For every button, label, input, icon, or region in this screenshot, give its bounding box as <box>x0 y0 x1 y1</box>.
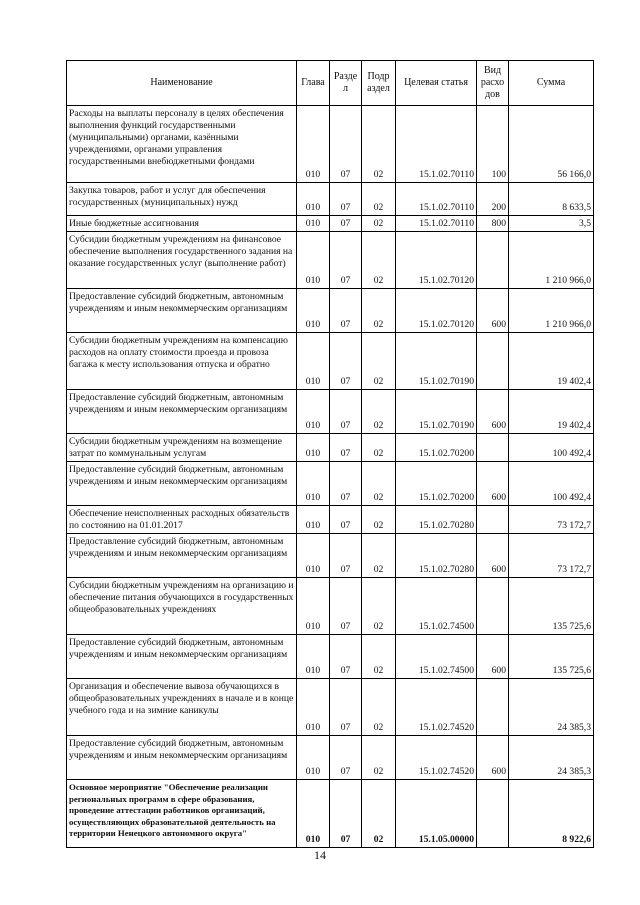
cell-glava: 010 <box>297 506 330 534</box>
table-row <box>67 390 594 434</box>
cell-razdel: 07 <box>330 462 362 506</box>
table-row <box>67 506 594 534</box>
cell-podrazdel: 02 <box>362 289 396 333</box>
cell-name: Предоставление субсидий бюджетным, автономным учреждениям и иным некоммерческим организациям <box>67 534 297 578</box>
cell-glava: 010 <box>297 578 330 635</box>
cell-summa: 135 725,6 <box>509 578 594 635</box>
cell-statya: 15.1.02.70200 <box>396 462 477 506</box>
cell-statya: 15.1.02.70120 <box>396 289 477 333</box>
cell-podrazdel: 02 <box>362 780 396 848</box>
table-row <box>67 679 594 736</box>
cell-name: Субсидии бюджетным учреждениям на финансовое обеспечение выполнения государственного задания на оказание государственных услуг (выполнение работ) <box>67 232 297 289</box>
cell-podrazdel: 02 <box>362 333 396 390</box>
table-row <box>67 434 594 462</box>
cell-podrazdel: 02 <box>362 506 396 534</box>
cell-glava: 010 <box>297 216 330 232</box>
cell-name: Предоставление субсидий бюджетным, автономным учреждениям и иным некоммерческим организациям <box>67 462 297 506</box>
cell-razdel: 07 <box>330 289 362 333</box>
cell-statya: 15.1.02.70190 <box>396 390 477 434</box>
cell-vid: 600 <box>477 462 509 506</box>
cell-razdel: 07 <box>330 780 362 848</box>
header-podrazdel: Подр аздел <box>362 61 396 106</box>
cell-glava: 010 <box>297 289 330 333</box>
cell-name: Предоставление субсидий бюджетным, автономным учреждениям и иным некоммерческим организациям <box>67 390 297 434</box>
cell-summa: 19 402,4 <box>509 390 594 434</box>
cell-podrazdel: 02 <box>362 578 396 635</box>
cell-vid: 600 <box>477 736 509 780</box>
cell-summa: 24 385,3 <box>509 736 594 780</box>
cell-summa: 135 725,6 <box>509 635 594 679</box>
cell-summa: 73 172,7 <box>509 506 594 534</box>
cell-razdel: 07 <box>330 183 362 216</box>
cell-name: Предоставление субсидий бюджетным, автономным учреждениям и иным некоммерческим организациям <box>67 635 297 679</box>
table-row <box>67 578 594 635</box>
header-vid: Вид расхо дов <box>477 61 509 106</box>
cell-summa: 100 492,4 <box>509 434 594 462</box>
cell-razdel: 07 <box>330 390 362 434</box>
cell-statya: 15.1.02.70110 <box>396 183 477 216</box>
cell-vid <box>477 679 509 736</box>
table-row <box>67 333 594 390</box>
page-number: 14 <box>314 848 326 862</box>
cell-vid <box>477 780 509 848</box>
cell-podrazdel: 02 <box>362 390 396 434</box>
cell-summa: 24 385,3 <box>509 679 594 736</box>
cell-name: Субсидии бюджетным учреждениям на компенсацию расходов на оплату стоимости проезда и провоза багажа к месту использования отпуска и обратно <box>67 333 297 390</box>
cell-podrazdel: 02 <box>362 106 396 183</box>
cell-summa: 73 172,7 <box>509 534 594 578</box>
cell-name: Организация и обеспечение вывоза обучающихся в общеобразовательных учреждениях в начале и в конце учебного года и на зимние каникулы <box>67 679 297 736</box>
cell-name: Предоставление субсидий бюджетным, автономным учреждениям и иным некоммерческим организациям <box>67 289 297 333</box>
table-row <box>67 780 594 848</box>
cell-statya: 15.1.02.70280 <box>396 506 477 534</box>
cell-razdel: 07 <box>330 534 362 578</box>
header-row <box>67 61 594 106</box>
cell-statya: 15.1.02.74500 <box>396 578 477 635</box>
header-glava: Глава <box>297 61 330 106</box>
cell-summa: 3,5 <box>509 216 594 232</box>
cell-vid: 600 <box>477 390 509 434</box>
table-row <box>67 232 594 289</box>
cell-summa: 8 633,5 <box>509 183 594 216</box>
cell-statya: 15.1.02.74520 <box>396 679 477 736</box>
cell-glava: 010 <box>297 736 330 780</box>
cell-statya: 15.1.02.70200 <box>396 434 477 462</box>
cell-vid <box>477 232 509 289</box>
cell-summa: 1 210 966,0 <box>509 289 594 333</box>
cell-glava: 010 <box>297 534 330 578</box>
cell-razdel: 07 <box>330 506 362 534</box>
cell-summa: 56 166,0 <box>509 106 594 183</box>
cell-razdel: 07 <box>330 434 362 462</box>
cell-razdel: 07 <box>330 333 362 390</box>
cell-statya: 15.1.02.70110 <box>396 216 477 232</box>
cell-razdel: 07 <box>330 578 362 635</box>
cell-glava: 010 <box>297 106 330 183</box>
cell-glava: 010 <box>297 390 330 434</box>
cell-glava: 010 <box>297 232 330 289</box>
table-row <box>67 736 594 780</box>
cell-summa: 1 210 966,0 <box>509 232 594 289</box>
cell-razdel: 07 <box>330 232 362 289</box>
header-statya: Целевая статья <box>396 61 477 106</box>
table-row <box>67 106 594 183</box>
cell-statya: 15.1.02.74500 <box>396 635 477 679</box>
cell-podrazdel: 02 <box>362 736 396 780</box>
cell-name: Обеспечение неисполненных расходных обязательств по состоянию на 01.01.2017 <box>67 506 297 534</box>
table-row <box>67 289 594 333</box>
cell-razdel: 07 <box>330 736 362 780</box>
cell-vid: 100 <box>477 106 509 183</box>
cell-razdel: 07 <box>330 635 362 679</box>
cell-statya: 15.1.02.70190 <box>396 333 477 390</box>
cell-podrazdel: 02 <box>362 434 396 462</box>
cell-name: Субсидии бюджетным учреждениям на возмещение затрат по коммунальным услугам <box>67 434 297 462</box>
cell-glava: 010 <box>297 679 330 736</box>
cell-statya: 15.1.02.70110 <box>396 106 477 183</box>
cell-podrazdel: 02 <box>362 232 396 289</box>
cell-vid: 800 <box>477 216 509 232</box>
table-row <box>67 534 594 578</box>
cell-razdel: 07 <box>330 679 362 736</box>
cell-podrazdel: 02 <box>362 679 396 736</box>
cell-glava: 010 <box>297 434 330 462</box>
cell-podrazdel: 02 <box>362 534 396 578</box>
cell-razdel: 07 <box>330 216 362 232</box>
cell-glava: 010 <box>297 635 330 679</box>
cell-razdel: 07 <box>330 106 362 183</box>
cell-vid: 200 <box>477 183 509 216</box>
cell-vid: 600 <box>477 534 509 578</box>
cell-podrazdel: 02 <box>362 183 396 216</box>
cell-vid <box>477 506 509 534</box>
table-row <box>67 462 594 506</box>
cell-vid <box>477 333 509 390</box>
header-summa: Сумма <box>509 61 594 106</box>
cell-podrazdel: 02 <box>362 462 396 506</box>
cell-summa: 8 922,6 <box>509 780 594 848</box>
cell-vid <box>477 578 509 635</box>
cell-podrazdel: 02 <box>362 216 396 232</box>
header-name: Наименование <box>67 61 297 106</box>
cell-summa: 100 492,4 <box>509 462 594 506</box>
cell-glava: 010 <box>297 183 330 216</box>
cell-name: Закупка товаров, работ и услуг для обеспечения государственных (муниципальных) нужд <box>67 183 297 216</box>
cell-name: Предоставление субсидий бюджетным, автономным учреждениям и иным некоммерческим организациям <box>67 736 297 780</box>
table-row <box>67 183 594 216</box>
cell-vid <box>477 434 509 462</box>
cell-podrazdel: 02 <box>362 635 396 679</box>
table-body <box>67 106 594 848</box>
header-razdel: Разде л <box>330 61 362 106</box>
cell-statya: 15.1.02.70120 <box>396 232 477 289</box>
cell-statya: 15.1.02.74520 <box>396 736 477 780</box>
cell-name: Расходы на выплаты персоналу в целях обеспечения выполнения функций государственными (муниципальными) органами, казёнными учреждениями, органами управления государственными внебюджетными фондами <box>67 106 297 183</box>
cell-summa: 19 402,4 <box>509 333 594 390</box>
table-row <box>67 216 594 232</box>
cell-statya: 15.1.05.00000 <box>396 780 477 848</box>
cell-name: Основное мероприятие "Обеспечение реализации региональных программ в сфере образования, проведение аттестации работников организаций, осуществляющих образовательной деятельность на территории Ненецкого автономного округа" <box>67 780 297 848</box>
cell-vid: 600 <box>477 635 509 679</box>
cell-glava: 010 <box>297 333 330 390</box>
cell-vid: 600 <box>477 289 509 333</box>
cell-glava: 010 <box>297 780 330 848</box>
cell-glava: 010 <box>297 462 330 506</box>
cell-name: Иные бюджетные ассигнования <box>67 216 297 232</box>
cell-statya: 15.1.02.70280 <box>396 534 477 578</box>
table-row <box>67 635 594 679</box>
cell-name: Субсидии бюджетным учреждениям на организацию и обеспечение питания обучающихся в государственных общеобразовательных учреждениях <box>67 578 297 635</box>
budget-table <box>66 60 594 848</box>
